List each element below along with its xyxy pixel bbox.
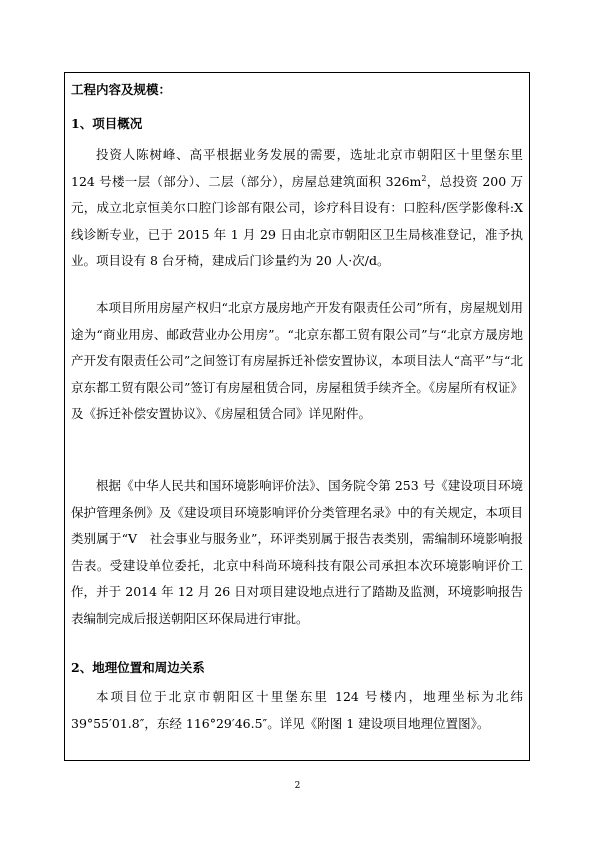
paragraph-overview-2: 本项目所用房屋产权归“北京方晟房地产开发有限责任公司”所有，房屋规划用途为“商业用房、邮政营业办公用房”。“北京东都工贸有限公司”与“北京方晟房地产开发有限责任公司”之间签订有房屋拆迁补偿安置协议，本项目法人“高平”与“北京东都工贸有限公司”签订有房屋租赁合同，房屋租赁手续齐全。《房屋所有权证》及《拆迁补偿安置协议》、《房屋租赁合同》详见附件。 (71, 300, 523, 421)
superscript: 2 (421, 173, 427, 183)
section-heading-overview: 1、项目概况 (71, 116, 143, 131)
paragraph-overview-1-text-a: 投资人陈树峰、高平根据业务发展的需要，选址北京市朝阳区十里堡东里 124 号楼一层（部分）、二层（部分），房屋总建筑面积 326m (71, 147, 523, 189)
section-heading-location: 2、地理位置和周边关系 (71, 660, 205, 675)
paragraph-location-1: 本项目位于北京市朝阳区十里堡东里 124 号楼内，地理坐标为北纬 39°55′01.8″，东经 116°29′46.5″。详见《附图 1 建设项目地理位置图》。 (71, 689, 523, 731)
page-number: 2 (294, 781, 301, 791)
section-title: 工程内容及规模： (71, 82, 172, 97)
paragraph-overview-1 (71, 142, 523, 275)
paragraph-overview-3: 根据《中华人民共和国环境影响评价法》、国务院令第 253 号《建设项目环境保护管理条例》及《建设项目环境影响评价分类管理名录》中的有关规定，本项目类别属于“V 社会事业与服务业”，环评类别属于报告表类别，需编制环境影响报告表。受建设单位委托，北京中科尚环境科技有限公司承担本次环境影响评价工作，并于 2014 年 12 月 26 日对项目建设地点进行了踏勘及监测，环境影响报告表编制完成后报送朝阳区环保局进行审批。 (71, 478, 523, 626)
paragraph-overview-1-text-b: ，总投资 200 万元，成立北京恒美尔口腔门诊部有限公司，诊疗科目设有：口腔科/医学影像科:X 线诊断专业，已于 2015 年 1 月 29 日由北京市朝阳区卫生局核准登记，准予执业。项目设有 8 台牙椅，建成后门诊量约为 20 人·次/d。 (71, 173, 523, 268)
